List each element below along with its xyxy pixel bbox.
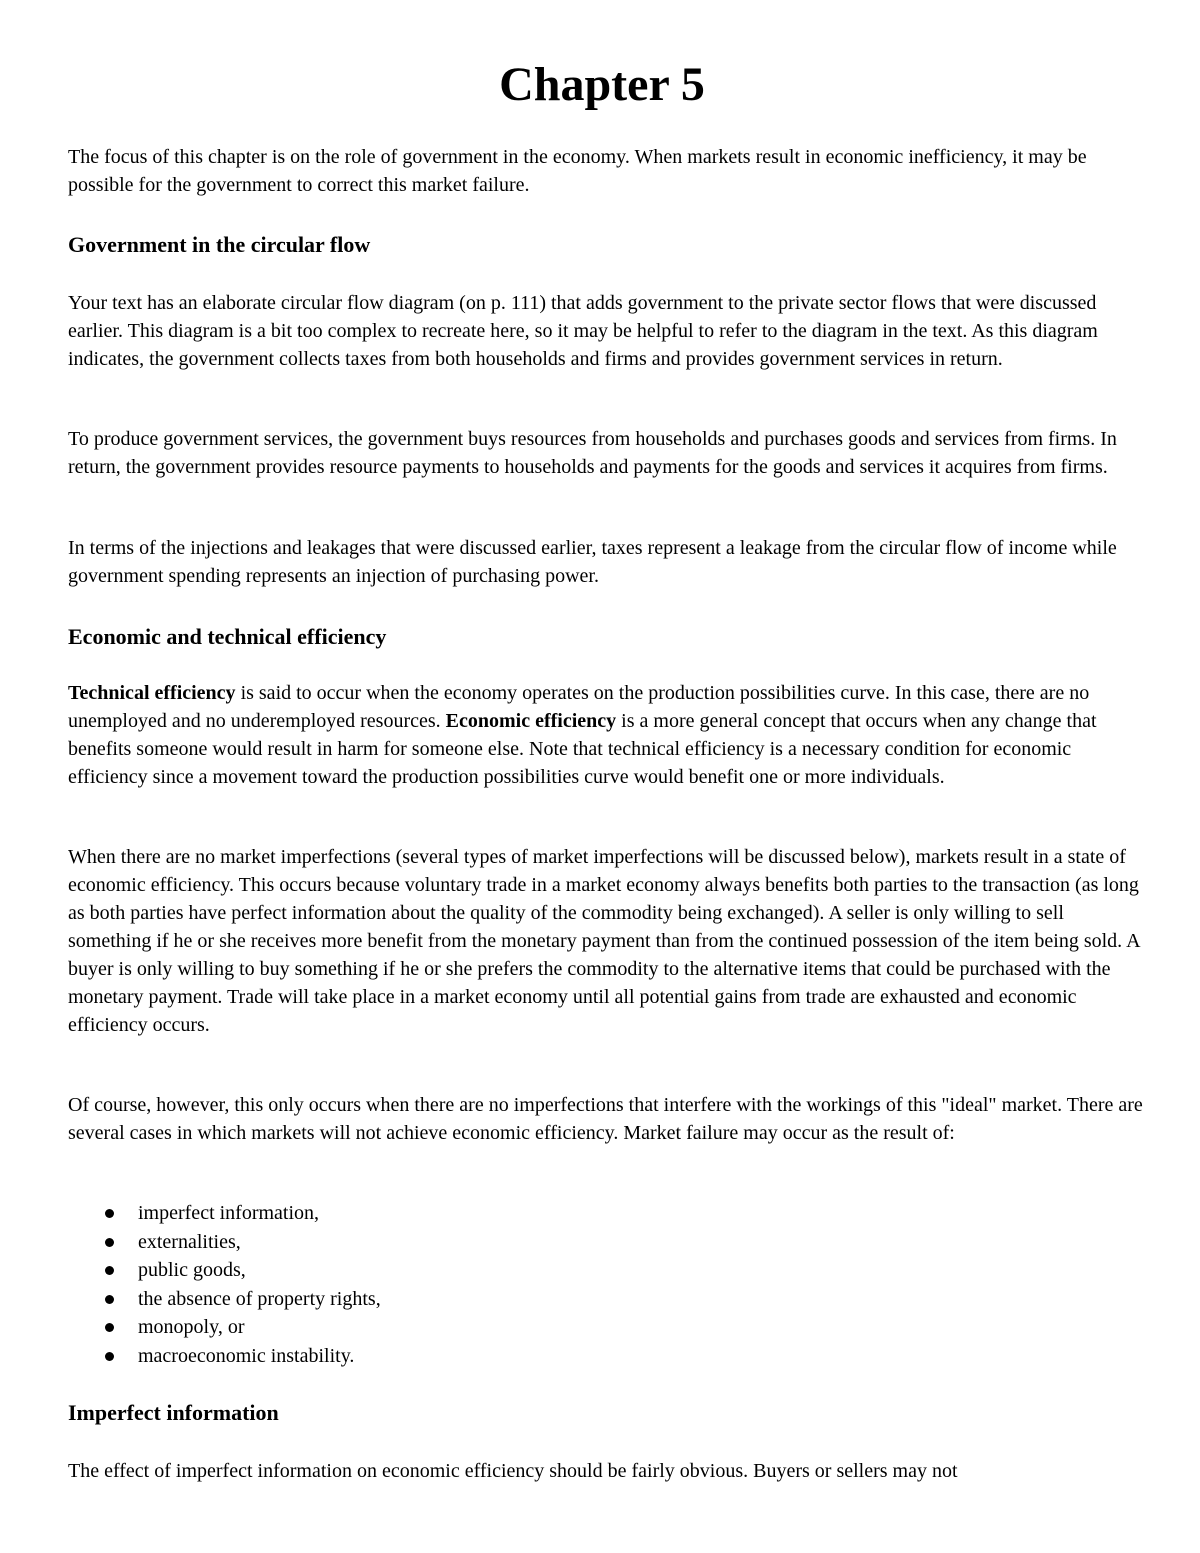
list-item: macroeconomic instability. <box>68 1342 1143 1371</box>
list-item: the absence of property rights, <box>68 1285 1143 1314</box>
paragraph-circular-flow-diagram: Your text has an elaborate circular flow diagram (on p. 111) that adds government to the private sector flows that were discussed earlier. This diagram is a bit too complex to recreate here, so it may be helpful to refer to the diagram in the text. As this diagram indicates, the government collects taxes from both households and firms and provides government services in return. <box>68 292 1098 370</box>
section-economic-technical-efficiency <box>68 622 1143 652</box>
market-failure-list-block <box>68 1199 1143 1370</box>
paragraph-block <box>68 534 1143 590</box>
paragraph-block <box>68 679 1143 791</box>
term-economic-efficiency: Economic efficiency <box>445 710 617 732</box>
section-heading-imperfect-information: Imperfect information <box>68 1400 279 1425</box>
paragraph-block <box>68 425 1143 481</box>
term-technical-efficiency: Technical efficiency <box>68 682 236 704</box>
bullet-icon <box>105 1352 114 1361</box>
section-imperfect-information <box>68 1398 1143 1428</box>
bullet-icon <box>105 1295 114 1304</box>
paragraph-injections-leakages: In terms of the injections and leakages that were discussed earlier, taxes represent a leakage from the circular flow of income while government spending represents an injection of purchasing power. <box>68 537 1117 587</box>
bullet-icon <box>105 1323 114 1332</box>
bullet-icon <box>105 1209 114 1218</box>
text-technical-efficiency: is said to occur when the economy operates on the production possibilities curve. In this case, there are no unemployed and no underemployed resources. <box>68 682 1090 732</box>
bullet-icon <box>105 1266 114 1275</box>
paragraph-block <box>68 843 1143 1039</box>
paragraph-block <box>68 289 1143 373</box>
paragraph-government-services: To produce government services, the government buys resources from households and purchases goods and services from firms. In return, the government provides resource payments to households and payments for the goods and services it acquires from firms. <box>68 428 1117 478</box>
section-government-circular-flow <box>68 230 1143 260</box>
list-item: imperfect information, <box>68 1199 1143 1228</box>
intro-paragraph: The focus of this chapter is on the role of government in the economy. When markets result in economic inefficiency, it may be possible for the government to correct this market failure. <box>68 146 1087 196</box>
market-failure-list <box>68 1199 1143 1370</box>
intro-paragraph-block <box>68 143 1143 199</box>
list-item: public goods, <box>68 1256 1143 1285</box>
page-title: Chapter 5 <box>499 58 705 111</box>
section-heading-economic-technical-efficiency: Economic and technical efficiency <box>68 624 387 649</box>
paragraph-market-imperfections: When there are no market imperfections (several types of market imperfections will be discussed below), markets result in a state of economic efficiency. This occurs because voluntary trade in a market economy always benefits both parties to the transaction (as long as both parties have perfect information about the quality of the commodity being exchanged). A seller is only willing to sell something if he or she receives more benefit from the monetary payment than from the continued possession of the item being sold. A buyer is only willing to buy something if he or she prefers the commodity to the alternative items that could be purchased with the monetary payment. Trade will take place in a market economy until all potential gains from trade are exhausted and economic efficiency occurs. <box>68 846 1140 1036</box>
text-economic-efficiency: is a more general concept that occurs when any change that benefits someone would result in harm for someone else. Note that technical efficiency is a necessary condition for economic efficiency since a movement toward the production possibilities curve would benefit one or more individuals. <box>68 710 1097 788</box>
paragraph-ideal-market: Of course, however, this only occurs when there are no imperfections that interfere with the workings of this "ideal" market. There are several cases in which markets will not achieve economic efficiency. Market failure may occur as the result of: <box>68 1094 1143 1144</box>
list-item: externalities, <box>68 1228 1143 1257</box>
paragraph-block <box>68 1091 1143 1147</box>
section-heading-government-circular-flow: Government in the circular flow <box>68 232 371 257</box>
bullet-icon <box>105 1238 114 1247</box>
paragraph-imperfect-information: The effect of imperfect information on economic efficiency should be fairly obvious. Buyers or sellers may not <box>68 1460 958 1482</box>
list-item: monopoly, or <box>68 1313 1143 1342</box>
paragraph-block <box>68 1457 1143 1485</box>
paragraph-technical-efficiency <box>68 679 1143 791</box>
